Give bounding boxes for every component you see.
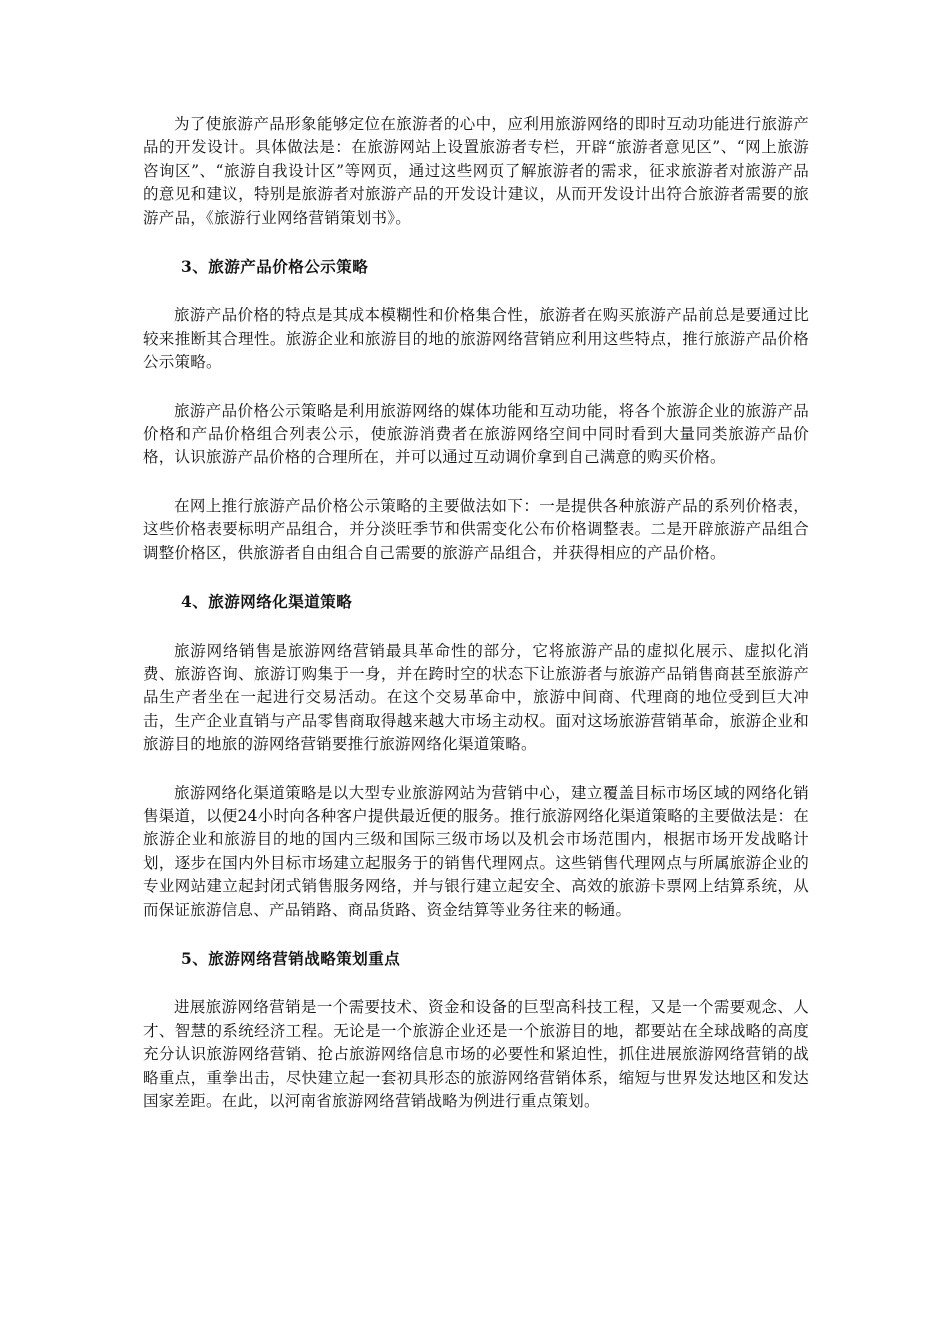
paragraph-channel-strategy: 旅游网络化渠道策略是以大型专业旅游网站为营销中心，建立覆盖目标市场区域的网络化销售渠道，以便24小时向各种客户提供最近便的服务。推行旅游网络化渠道策略的主要做法是：在旅游企业和旅游目的地的国内三级和国际三级市场以及机会市场范围内，根据市场开发战略计划，逐步在国内外目标市场建立起服务于的销售代理网点。这些销售代理网点与所属旅游企业的专业网站建立起封闭式销售服务网络，并与银行建立起安全、高效的旅游卡票网上结算系统，从而保证旅游信息、产品销路、商品货路、资金结算等业务往来的畅通。 [143,783,809,919]
paragraph-strategy-focus: 进展旅游网络营销是一个需要技术、资金和设备的巨型高科技工程，又是一个需要观念、人才、智慧的系统经济工程。无论是一个旅游企业还是一个旅游目的地，都要站在全球战略的高度充分认识旅游网络营销、抢占旅游网络信息市场的必要性和紧迫性，抓住进展旅游网络营销的战略重点，重拳出击，尽快建立起一套初具形态的旅游网络营销体系，缩短与世界发达地区和发达国家差距。在此，以河南省旅游网络营销战略为例进行重点策划。 [143,998,809,1110]
document-page [143,113,809,1113]
heading-price-disclosure: 3、旅游产品价格公示策略 [181,257,369,277]
paragraph-price-disclosure-methods: 在网上推行旅游产品价格公示策略的主要做法如下：一是提供各种旅游产品的系列价格表，这些价格表要标明产品组合，并分淡旺季节和供需变化公布价格调整表。二是开辟旅游产品组合调整价格区，供旅游者自由组合自己需要的旅游产品组合，并获得相应的产品价格。 [143,496,809,562]
heading-strategy-focus: 5、旅游网络营销战略策划重点 [181,948,401,968]
heading-network-channel: 4、旅游网络化渠道策略 [181,592,353,612]
paragraph-product-design: 为了使旅游产品形象能够定位在旅游者的心中，应利用旅游网络的即时互动功能进行旅游产品的开发设计。具体做法是：在旅游网站上设置旅游者专栏，开辟“旅游者意见区”、“网上旅游咨询区”、“旅游自我设计区”等网页，通过这些网页了解旅游者的需求，征求旅游者对旅游产品的意见和建议，特别是旅游者对旅游产品的开发设计建议，从而开发设计出符合旅游者需要的旅游产品，《旅游行业网络营销策划书》。 [143,115,809,227]
paragraph-price-features: 旅游产品价格的特点是其成本模糊性和价格集合性，旅游者在购买旅游产品前总是要通过比较来推断其合理性。旅游企业和旅游目的地的旅游网络营销应利用这些特点，推行旅游产品价格公示策略。 [143,306,809,372]
paragraph-network-sales: 旅游网络销售是旅游网络营销最具革命性的部分，它将旅游产品的虚拟化展示、虚拟化消费、旅游咨询、旅游订购集于一身，并在跨时空的状态下让旅游者与旅游产品销售商甚至旅游产品生产者坐在一起进行交易活动。在这个交易革命中，旅游中间商、代理商的地位受到巨大冲击，生产企业直销与产品零售商取得越来越大市场主动权。面对这场旅游营销革命，旅游企业和旅游目的地旅的游网络营销要推行旅游网络化渠道策略。 [143,641,809,754]
paragraph-price-disclosure-strategy: 旅游产品价格公示策略是利用旅游网络的媒体功能和互动功能，将各个旅游企业的旅游产品价格和产品价格组合列表公示，使旅游消费者在旅游网络空间中同时看到大量同类旅游产品价格，认识旅游产品价格的合理所在，并可以通过互动调价拿到自己满意的购买价格。 [143,401,809,467]
